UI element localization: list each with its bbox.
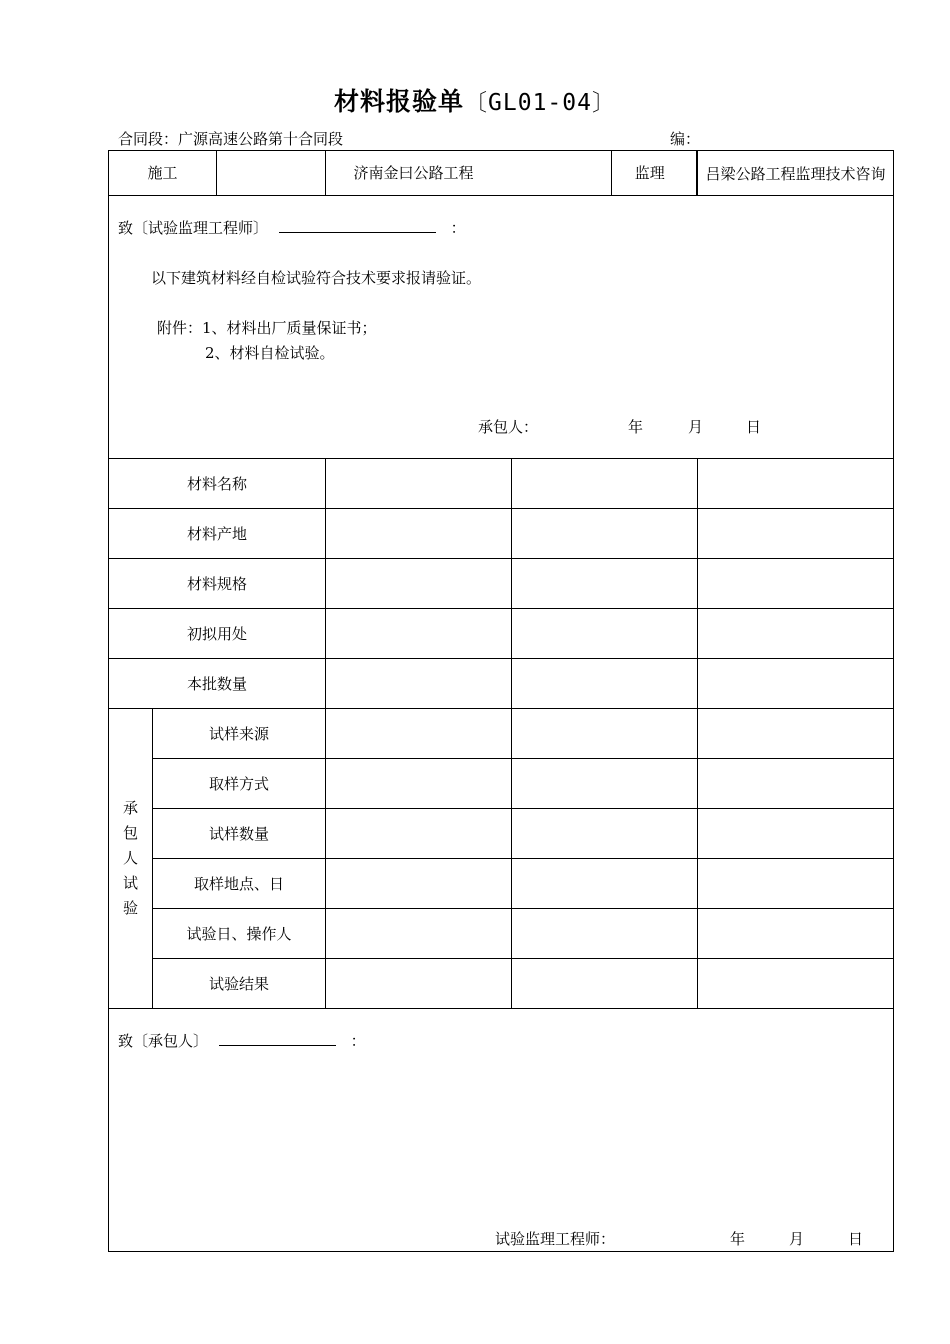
request-block: 致〔试验监理工程师〕 ： 以下建筑材料经自检试验符合技术要求报请验证。 附件：1、材料出厂质量保证书； 2、材料自检试验。 承包人： 年 月 日 [118, 219, 762, 436]
material-cell[interactable] [326, 509, 512, 559]
number-label: 编： [670, 130, 701, 148]
engineer-label: 试验监理工程师： [495, 1230, 616, 1248]
material-row [109, 609, 894, 659]
month-label: 月 [688, 418, 704, 436]
supervision-label: 监理 [604, 151, 698, 195]
test-row [109, 809, 894, 859]
material-cell[interactable] [326, 559, 512, 609]
material-row [109, 509, 894, 559]
test-cell[interactable] [326, 709, 512, 759]
test-row [109, 959, 894, 1009]
reply-to-label: 致〔承包人〕 [118, 1032, 209, 1050]
material-cell[interactable] [326, 609, 512, 659]
material-row [109, 659, 894, 709]
test-cell[interactable] [698, 909, 894, 959]
material-cell[interactable] [698, 659, 894, 709]
test-cell[interactable] [326, 859, 512, 909]
test-cell[interactable] [698, 859, 894, 909]
batch-quantity-label: 本批数量 [109, 659, 326, 709]
material-cell[interactable] [512, 659, 698, 709]
material-cell[interactable] [698, 559, 894, 609]
test-cell[interactable] [326, 959, 512, 1009]
test-cell[interactable] [698, 759, 894, 809]
intended-use-label: 初拟用处 [109, 609, 326, 659]
material-cell[interactable] [512, 459, 698, 509]
year-label: 年 [628, 418, 644, 436]
test-cell[interactable] [326, 759, 512, 809]
day-label: 日 [746, 418, 762, 436]
parties-row [109, 151, 894, 196]
material-cell[interactable] [512, 609, 698, 659]
request-body: 以下建筑材料经自检试验符合技术要求报请验证。 [151, 269, 482, 287]
reply-row [109, 1009, 894, 1252]
sampling-method-label: 取样方式 [153, 759, 326, 809]
test-cell[interactable] [512, 809, 698, 859]
test-cell[interactable] [512, 909, 698, 959]
form-title: 材料报验单 [334, 87, 465, 116]
material-cell[interactable] [698, 509, 894, 559]
test-row [109, 859, 894, 909]
test-row [109, 759, 894, 809]
supervision-unit: 吕梁公路工程监理技术咨询 [698, 151, 894, 196]
sample-quantity-label: 试样数量 [153, 809, 326, 859]
material-cell[interactable] [512, 559, 698, 609]
material-name-label: 材料名称 [109, 459, 326, 509]
reply-day-label: 日 [848, 1230, 864, 1248]
contract-section: 合同段：广源高速公路第十合同段 [118, 130, 344, 148]
material-cell[interactable] [326, 459, 512, 509]
test-cell[interactable] [512, 709, 698, 759]
attachment-2: 2、材料自检试验。 [205, 344, 335, 362]
contractor-label: 承包人： [478, 418, 539, 436]
material-spec-label: 材料规格 [109, 559, 326, 609]
test-cell[interactable] [698, 959, 894, 1009]
engineer-name-field[interactable] [279, 217, 436, 233]
attachment-1: 附件：1、材料出厂质量保证书； [157, 319, 377, 337]
reply-year-label: 年 [730, 1230, 746, 1248]
request-row [109, 196, 894, 459]
reply-block: 致〔承包人〕 ： 试验监理工程师： 年 月 日 [118, 1032, 864, 1248]
test-result-label: 试验结果 [153, 959, 326, 1009]
sample-source-label: 试样来源 [153, 709, 326, 759]
test-date-operator-label: 试验日、操作人 [153, 909, 326, 959]
test-cell[interactable] [326, 909, 512, 959]
test-cell[interactable] [698, 809, 894, 859]
request-to-label: 致〔试验监理工程师〕 [118, 219, 269, 237]
reply-month-label: 月 [789, 1230, 805, 1248]
test-cell[interactable] [512, 959, 698, 1009]
material-cell[interactable] [698, 459, 894, 509]
material-cell[interactable] [698, 609, 894, 659]
construction-unit: 济南金曰公路工程 [216, 151, 612, 195]
contractor-name-field[interactable] [219, 1030, 336, 1046]
test-cell[interactable] [512, 859, 698, 909]
test-row [109, 709, 894, 759]
material-row [109, 559, 894, 609]
construction-label: 施工 [109, 151, 217, 195]
form-code: 〔GL01-04〕 [464, 90, 616, 116]
material-cell[interactable] [326, 659, 512, 709]
material-inspection-form [108, 150, 894, 1252]
page-title [0, 82, 950, 118]
sampling-place-date-label: 取样地点、日 [153, 859, 326, 909]
test-row [109, 909, 894, 959]
material-cell[interactable] [512, 509, 698, 559]
material-row [109, 459, 894, 509]
contractor-test-group: 承 包 人 试 验 [109, 709, 153, 1009]
material-origin-label: 材料产地 [109, 509, 326, 559]
test-cell[interactable] [512, 759, 698, 809]
test-cell[interactable] [326, 809, 512, 859]
test-cell[interactable] [698, 709, 894, 759]
